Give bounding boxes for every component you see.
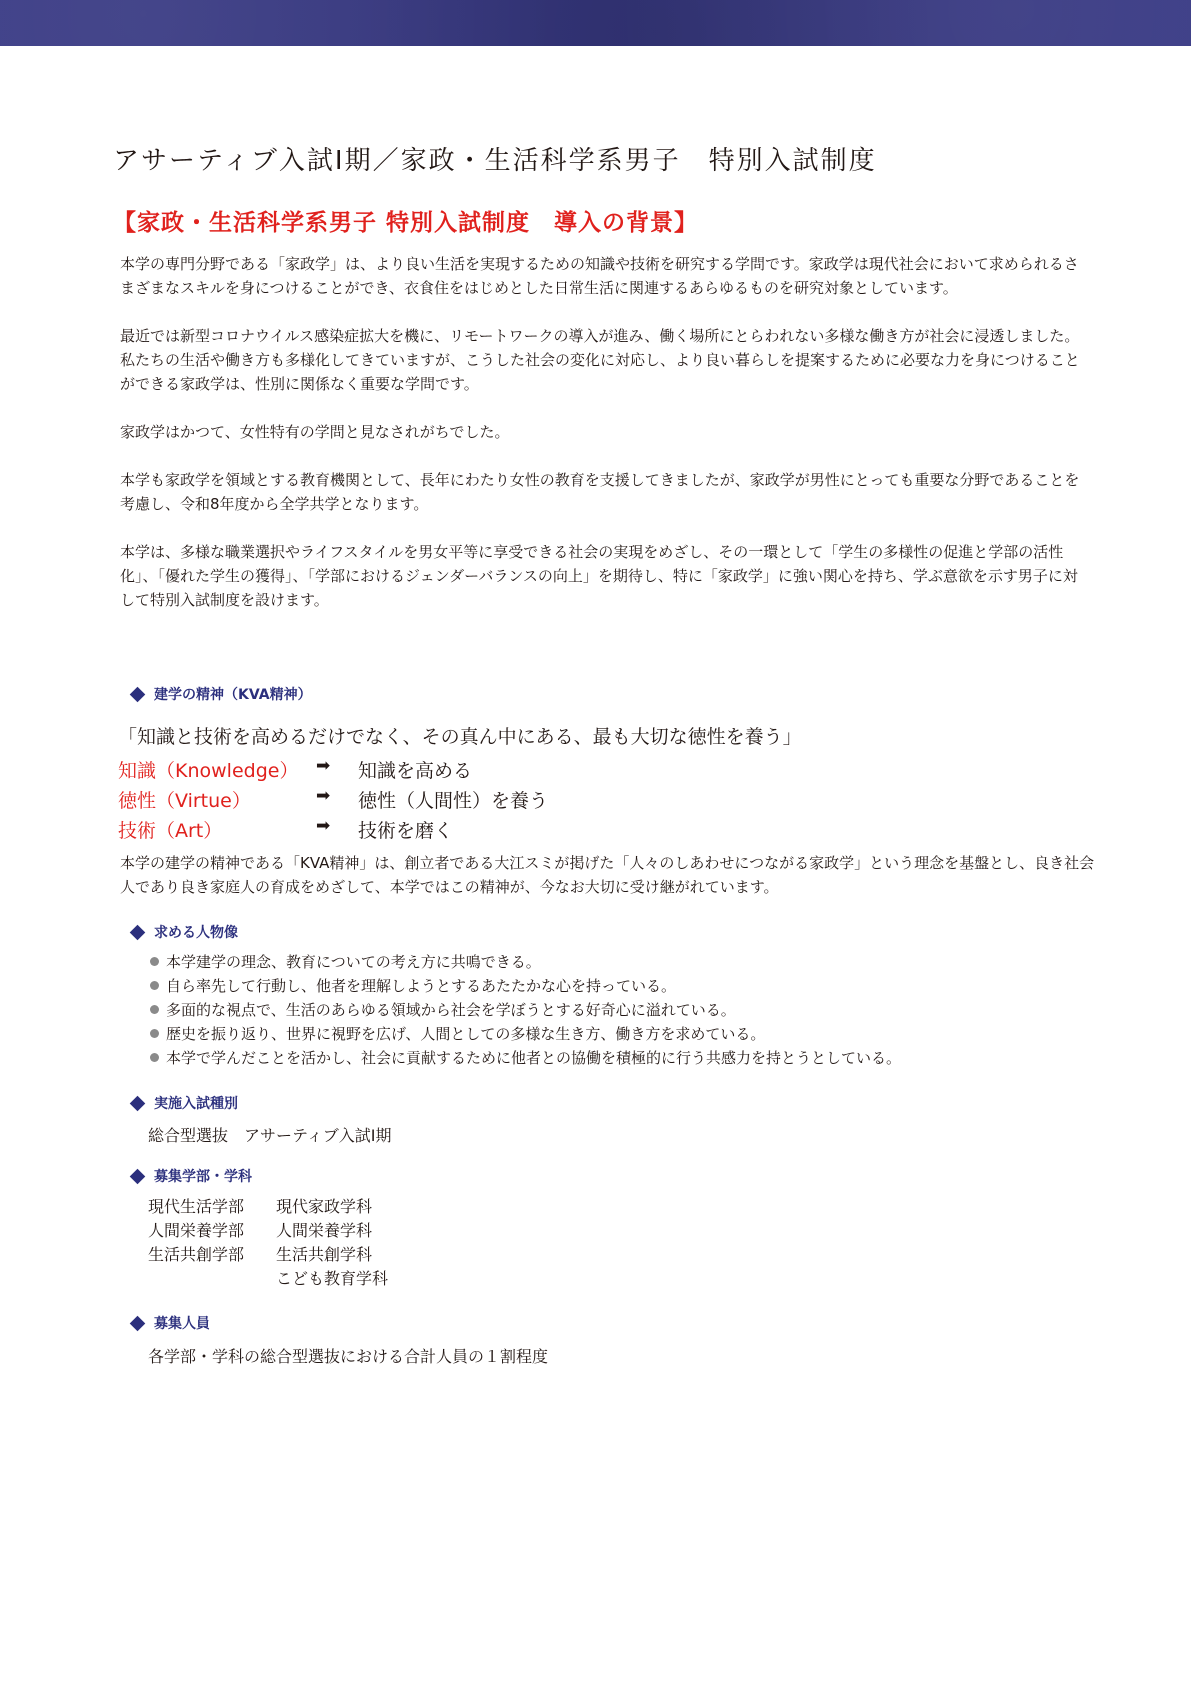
kva-description: 本学の建学の精神である「KVA精神」は、創立者である大江スミが掲げた「人々のしあわせにつながる家政学」という理念を基盤とし、良き社会人であり良き家庭人の育成をめざして、本学ではこの精神が、今なお大切に受け継がれています。 [120,854,1095,896]
diamond-bullet-icon [130,686,146,702]
trait-text: 本学建学の理念、教育についての考え方に共鳴できる。 [166,953,541,971]
faculty-name: 人間栄養学部 [148,1221,245,1240]
intro-paragraph: 本学は、多様な職業選択やライフスタイルを男女平等に享受できる社会の実現をめざし、その一環として「学生の多様性の促進と学部の活性化」、「優れた学生の獲得」、「学部におけるジェンダーバランスの向上」を期待し、特に「家政学」に強い関心を持ち、学ぶ意欲を示す男子に対して特別入試制度を設けます。 [120,543,1078,609]
bullet-dot-icon [150,1005,159,1014]
exam-type-value: 総合型選抜 アサーティブ入試Ⅰ期 [148,1126,392,1145]
kva-result: 技術を磨く [358,820,454,842]
diamond-bullet-icon [130,1095,146,1111]
kva-term: 徳性（Virtue） [118,790,251,812]
page-title: アサーティブ入試Ⅰ期／家政・生活科学系男子 特別入試制度 [113,146,877,176]
diamond-bullet-icon [130,924,146,940]
kva-result: 徳性（人間性）を養う [358,790,549,812]
arrow-right-icon: ➡ [316,786,331,806]
trait-text: 歴史を振り返り、世界に視野を広げ、人間としての多様な生き方、働き方を求めている。 [166,1025,766,1043]
kva-term: 技術（Art） [118,820,223,842]
bullet-dot-icon [150,981,159,990]
capacity-heading [132,1313,210,1333]
department-name: こども教育学科 [276,1269,389,1288]
trait-text: 本学で学んだことを活かし、社会に貢献するために他者との協働を積極的に行う共感力を持とうとしている。 [166,1049,902,1067]
arrow-right-icon: ➡ [316,756,331,776]
list-item [150,974,901,998]
intro-paragraph: 本学の専門分野である「家政学」は、より良い生活を実現するための知識や技術を研究する学問です。家政学は現代社会において求められるさまざまなスキルを身につけることができ、衣食住をはじめとした日常生活に関連するあらゆるものを研究対象としています。 [120,255,1079,297]
bullet-dot-icon [150,1029,159,1038]
intro-text [120,252,1080,612]
intro-paragraph: 最近では新型コロナウイルス感染症拡大を機に、リモートワークの導入が進み、働く場所にとらわれない多様な働き方が社会に浸透しました。私たちの生活や働き方も多様化してきていますが、こうした社会の変化に対応し、より良い暮らしを提案するために必要な力を身につけることができる家政学は、性別に関係なく重要な学問です。 [120,327,1080,393]
diamond-bullet-icon [130,1315,146,1331]
list-item [150,1046,901,1070]
department-name: 生活共創学科 [276,1245,373,1264]
kva-quote: 「知識と技術を高めるだけでなく、その真ん中にある、最も大切な徳性を養う」 [118,726,802,748]
faculty-name: 現代生活学部 [148,1197,245,1216]
traits-list [150,950,901,1070]
exam-type-heading-label: 実施入試種別 [154,1096,238,1112]
intro-paragraph: 本学も家政学を領域とする教育機関として、長年にわたり女性の教育を支援してきましたが、家政学が男性にとっても重要な分野であることを考慮し、令和8年度から全学共学となります。 [120,471,1080,513]
trait-text: 多面的な視点で、生活のあらゆる領域から社会を学ぼうとする好奇心に溢れている。 [166,1001,736,1019]
kva-result: 知識を高める [358,760,473,782]
departments-heading-label: 募集学部・学科 [154,1169,252,1185]
department-name: 現代家政学科 [276,1197,373,1216]
capacity-heading-label: 募集人員 [154,1316,210,1332]
faculty-name: 生活共創学部 [148,1245,245,1264]
exam-type-heading [132,1093,238,1113]
trait-text: 自ら率先して行動し、他者を理解しようとするあたたかな心を持っている。 [166,977,677,995]
traits-heading [132,922,238,942]
kva-heading-label: 建学の精神（KVA精神） [154,687,312,703]
list-item [150,950,901,974]
department-name: 人間栄養学科 [276,1221,373,1240]
bullet-dot-icon [150,1053,159,1062]
departments-heading [132,1166,252,1186]
arrow-right-icon: ➡ [316,816,331,836]
diamond-bullet-icon [130,1168,146,1184]
list-item [150,1022,901,1046]
section-title: 【家政・生活科学系男子 特別入試制度 導入の背景】 [113,210,699,236]
kva-term: 知識（Knowledge） [118,760,299,782]
bullet-dot-icon [150,957,159,966]
kva-heading [132,684,312,704]
capacity-value: 各学部・学科の総合型選抜における合計人員の１割程度 [148,1347,549,1366]
list-item [150,998,901,1022]
intro-paragraph: 家政学はかつて、女性特有の学問と見なされがちでした。 [120,423,510,441]
header-band [0,0,1191,46]
traits-heading-label: 求める人物像 [154,925,238,941]
